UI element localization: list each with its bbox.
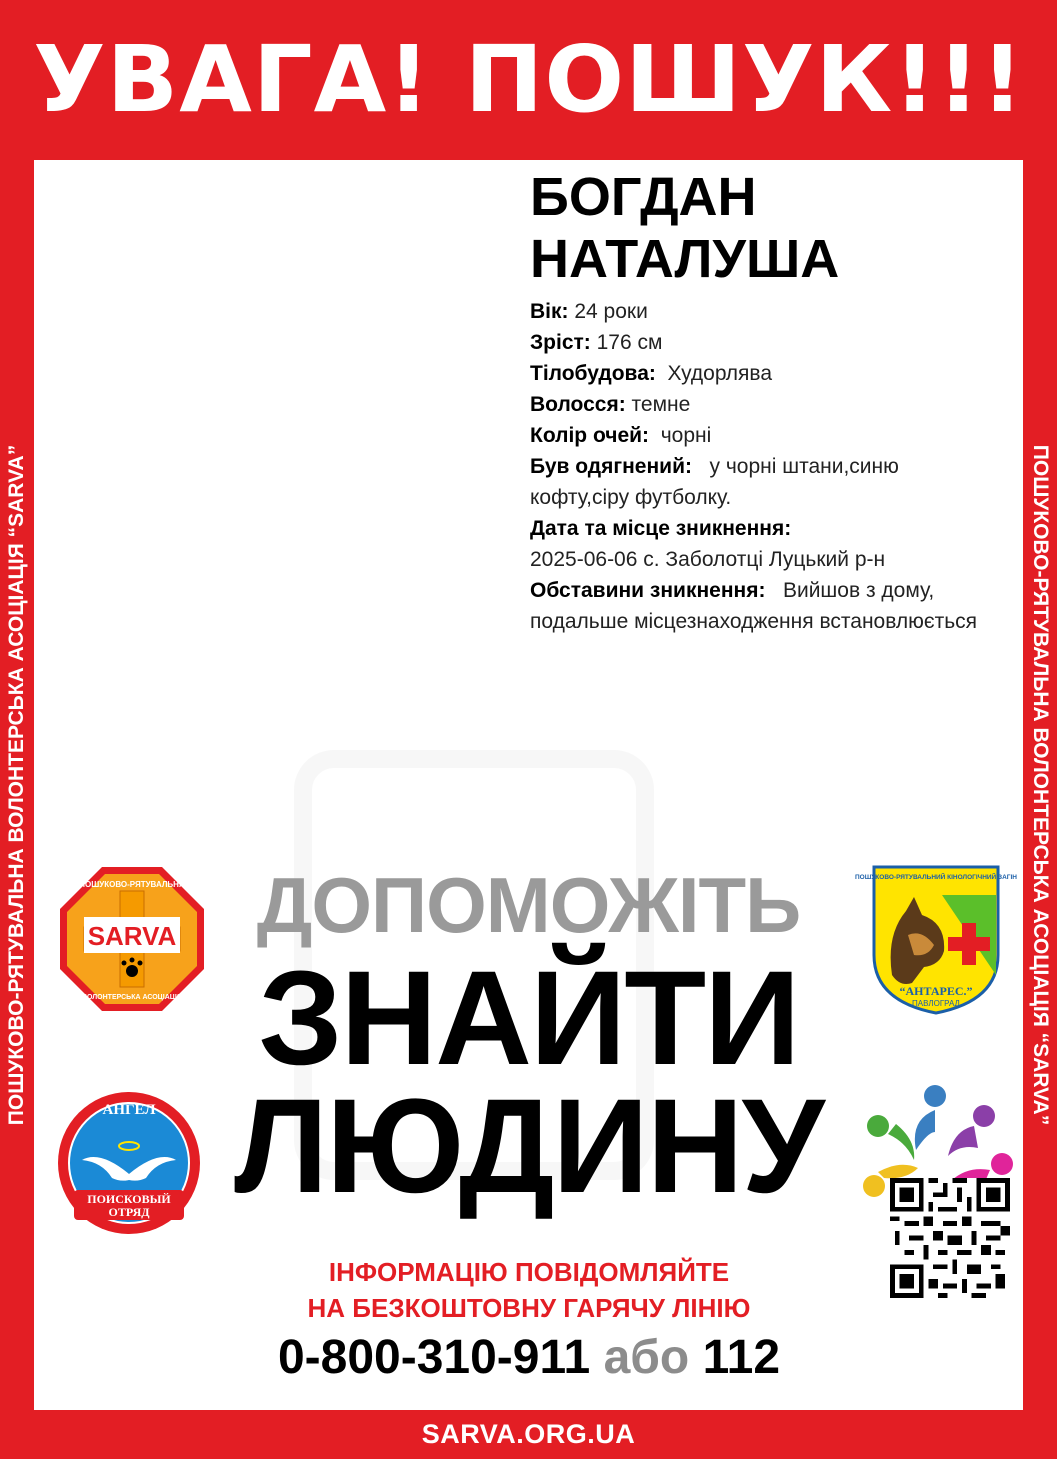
detail-value: Вийшов з дому, подальше місцезнаходження встановлюється: [530, 579, 978, 633]
sarva-logo-center-text: SARVA: [87, 921, 177, 951]
person-first-name: БОГДАН: [530, 167, 757, 227]
detail-date-place: [530, 513, 1000, 575]
right-side-text: ПОШУКОВО-РЯТУВАЛЬНА ВОЛОНТЕРСЬКА АСОЦІАЦІЯ “SARVA”: [1029, 444, 1053, 1126]
sarva-logo: [58, 865, 206, 1013]
help-heading: ДОПОМОЖІТЬ: [256, 861, 801, 949]
detail-circumstances: [530, 575, 1000, 637]
person-details: [530, 296, 1000, 637]
emergency-number[interactable]: 112: [702, 1331, 781, 1384]
detail-value: темне: [631, 393, 691, 416]
person-heading: ЛЮДИНУ: [234, 1072, 823, 1221]
alert-title: УВАГА! ПОШУК!!!: [32, 25, 1025, 133]
contact-info: [214, 1254, 844, 1326]
left-side-text: ПОШУКОВО-РЯТУВАЛЬНА ВОЛОНТЕРСЬКА АСОЦІАЦІЯ “SARVA”: [5, 444, 29, 1126]
antares-name-text: “АНТАРЕС.”: [899, 984, 973, 998]
right-side-banner: [1023, 160, 1057, 1410]
contact-info-line2: НА БЕЗКОШТОВНУ ГАРЯЧУ ЛІНІЮ: [307, 1293, 751, 1323]
detail-value: у чорні штани,синю кофту,сіру футболку.: [530, 455, 899, 509]
angel-top-text: АНГЕЛ: [102, 1102, 156, 1118]
detail-label: Вік:: [530, 300, 569, 323]
person-name: [530, 166, 839, 290]
detail-label: Тілобудова:: [530, 362, 656, 385]
contact-info-line1: ІНФОРМАЦІЮ ПОВІДОМЛЯЙТЕ: [328, 1257, 730, 1287]
angel-bottom-text-1: ПОИСКОВЫЙ: [87, 1192, 171, 1206]
sarva-logo-bottom-text: ВОЛОНТЕРСЬКА АСОЦІАЦІЯ: [82, 994, 182, 1001]
person-photo-area: [34, 160, 504, 780]
detail-value: чорні: [660, 424, 712, 447]
paw-icon: [126, 965, 138, 977]
qr-code: [890, 1178, 1010, 1298]
antares-city-text: ПАВЛОГРАД: [912, 999, 960, 1008]
antares-logo: [855, 865, 1017, 1015]
detail-label: Був одягнений:: [530, 455, 692, 478]
detail-hair: [530, 389, 1000, 420]
detail-value: 176 см: [596, 331, 663, 354]
detail-clothing: [530, 451, 1000, 513]
detail-label: Обставини зникнення:: [530, 579, 766, 602]
person-last-name: НАТАЛУША: [530, 229, 840, 289]
detail-value: 2025-06-06 с. Заболотці Луцький р-н: [530, 548, 886, 571]
detail-value: 24 роки: [574, 300, 648, 323]
detail-label: Зріст:: [530, 331, 591, 354]
detail-eye-color: [530, 420, 1000, 451]
angel-bottom-text-2: ОТРЯД: [108, 1205, 150, 1219]
detail-build: [530, 358, 1000, 389]
antares-top-text: ПОШУКОВО-РЯТУВАЛЬНИЙ КІНОЛОГІЧНИЙ ЗАГІН: [855, 874, 1017, 881]
detail-height: [530, 327, 1000, 358]
detail-age: [530, 296, 1000, 327]
poster-header: [0, 0, 1057, 158]
phone-numbers: [214, 1330, 844, 1385]
poster-footer: [0, 1410, 1057, 1459]
sarva-logo-top-text: ПОШУКОВО-РЯТУВАЛЬНА: [79, 880, 185, 889]
hotline-number[interactable]: 0-800-310-911: [277, 1331, 591, 1384]
left-side-banner: [0, 160, 34, 1410]
detail-value: Худорлява: [667, 362, 773, 385]
detail-label: Волосся:: [530, 393, 626, 416]
website-link[interactable]: SARVA.ORG.UA: [421, 1419, 636, 1449]
or-text: або: [603, 1331, 690, 1384]
detail-label: Колір очей:: [530, 424, 650, 447]
find-heading: ЗНАЙТИ: [258, 944, 799, 1093]
poster-panel: [34, 160, 1023, 1410]
detail-label: Дата та місце зникнення:: [530, 517, 792, 540]
angel-logo: [56, 1090, 202, 1236]
